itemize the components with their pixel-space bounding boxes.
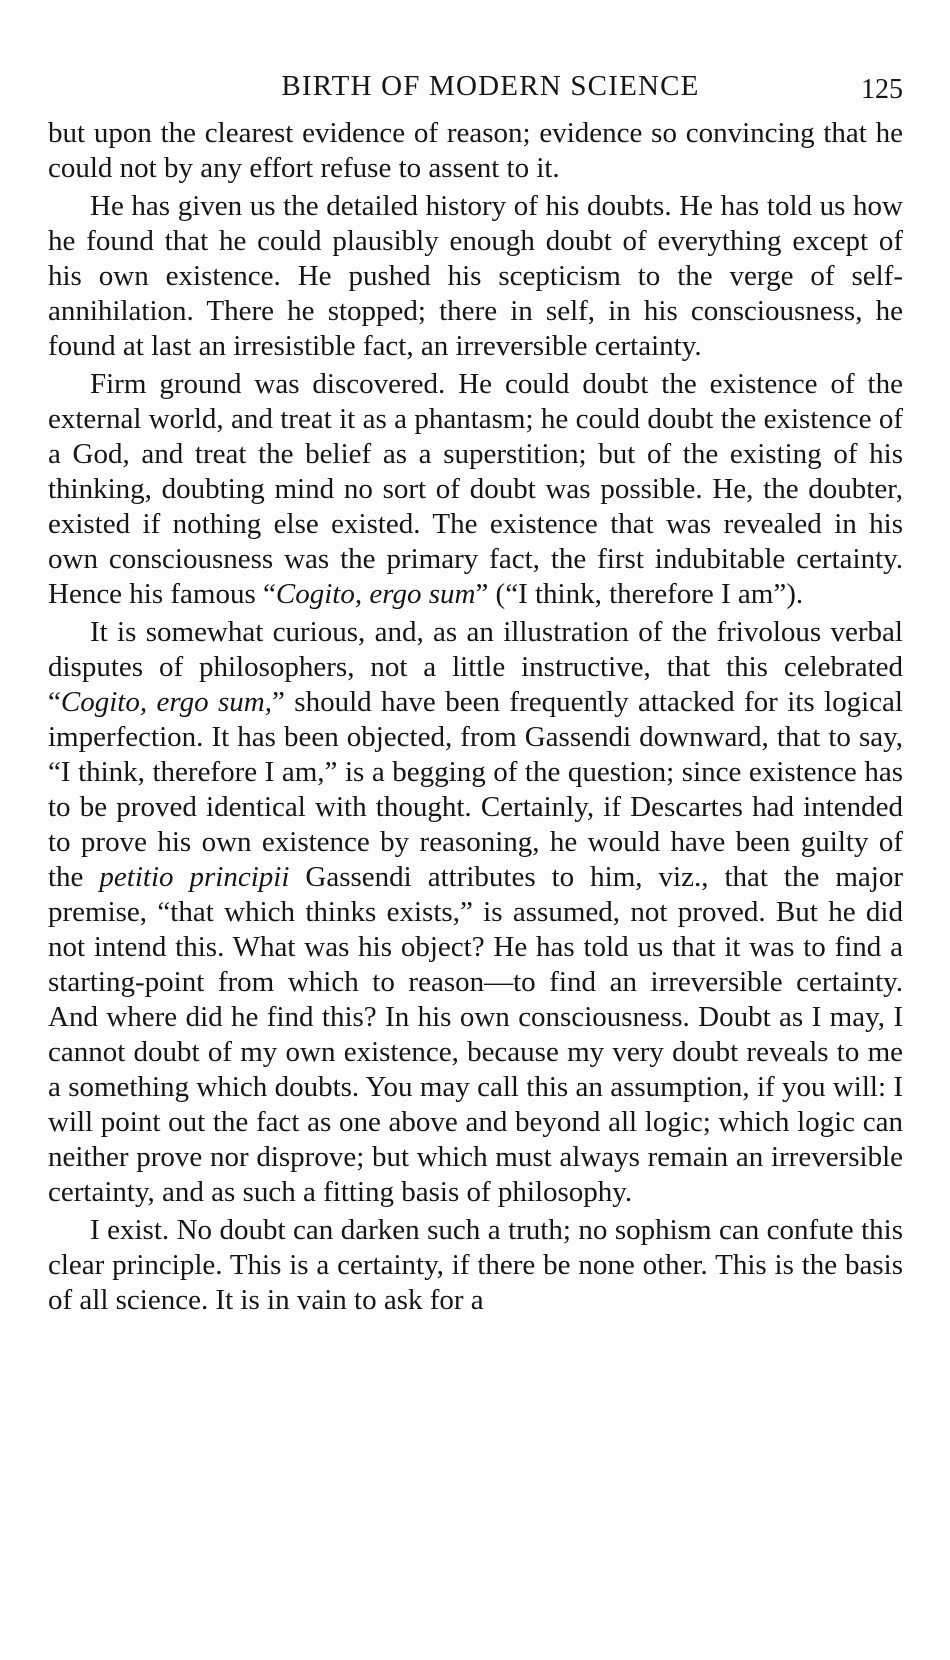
page-number: 125 bbox=[861, 74, 903, 105]
text-run: I exist. No doubt can darken such a truth; no sophism can confute this clear principle. This is a certainty, if there be none other. This is the basis of all science. It is in vain to ask for a bbox=[48, 1214, 903, 1316]
italic-phrase: petitio principii bbox=[99, 861, 290, 893]
book-page bbox=[48, 66, 903, 1321]
text-run: ” (“I think, therefore I am”). bbox=[475, 578, 804, 610]
text-run: but upon the clearest evidence of reason; evidence so convincing that he could not by any effort refuse to assent to it. bbox=[48, 117, 903, 184]
text-run: Gassendi attributes to him, viz., that the major premise, “that which thinks exists,” is assumed, not proved. But he did not intend this. What was his object? He has told us that it was to find a starting-point from which to reason—to find an irreversible certainty. And where did he find this? In his own consciousness. Doubt as I may, I cannot doubt of my own existence, because my very doubt reveals to me a something which doubts. You may call this an assumption, if you will: I will point out the fact as one above and beyond all logic; which logic can neither prove nor disprove; but which must always remain an irreversible certainty, and as such a fitting basis of philosophy. bbox=[48, 861, 903, 1208]
paragraph-firm-ground bbox=[48, 367, 903, 612]
text-run: He has given us the detailed history of his doubts. He has told us how he found that he could plausibly enough doubt of everything except of his own existence. He pushed his scepticism to the verge of self-annihilation. There he stopped; there in self, in his consciousness, he found at last an irresistible fact, an irreversible certainty. bbox=[48, 190, 903, 362]
text-run: Firm ground was discovered. He could doubt the existence of the external world, and treat it as a phantasm; he could doubt the existence of a God, and treat the belief as a superstition; but of the existing of his thinking, doubting mind no sort of doubt was possible. He, the doubter, existed if nothing else existed. The existence that was revealed in his own consciousness was the primary fact, the first indubitable certainty. Hence his famous “ bbox=[48, 368, 903, 610]
paragraph-history-of-doubts bbox=[48, 189, 903, 364]
text-run: It is somewhat curious, and, as an illustration of the frivolous verbal disputes of philosophers, not a little instructive, that this celebrated “ bbox=[48, 616, 903, 718]
running-title: BIRTH OF MODERN SCIENCE bbox=[281, 70, 700, 102]
text-run: ” should have been frequently attacked for its logical imperfection. It has been objected, from Gassendi downward, that to say, “I think, therefore I am,” is a begging of the question; since existence has to be proved identical with thought. Certainly, if Descartes had intended to prove his own existence by reasoning, he would have been guilty of the bbox=[48, 686, 903, 893]
italic-phrase: Cogito, ergo sum bbox=[275, 578, 476, 610]
body-text bbox=[48, 116, 903, 1318]
paragraph-cogito-critique bbox=[48, 615, 903, 1210]
paragraph-i-exist bbox=[48, 1213, 903, 1318]
italic-phrase: Cogito, ergo sum, bbox=[60, 686, 272, 718]
paragraph-continued bbox=[48, 116, 903, 186]
running-head bbox=[48, 66, 903, 106]
